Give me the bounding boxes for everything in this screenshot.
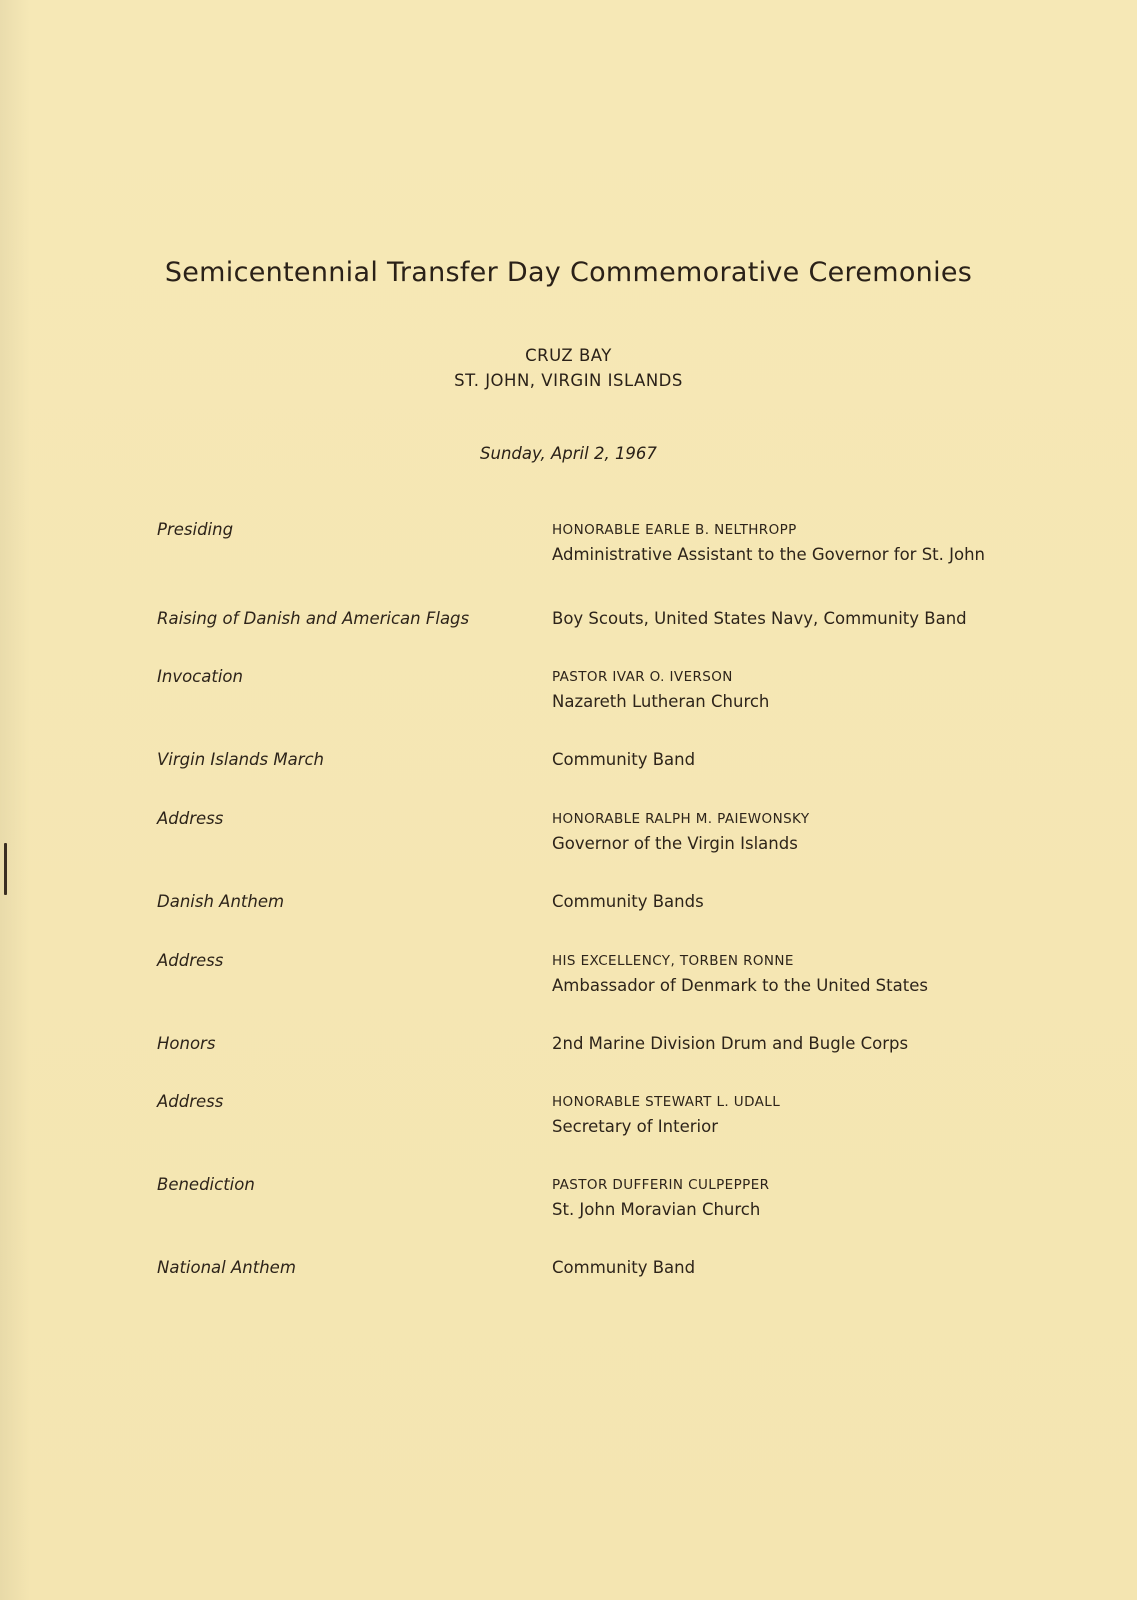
page-title: Semicentennial Transfer Day Commemorative Ceremonies xyxy=(164,257,973,288)
participant-role: Secretary of Interior xyxy=(552,1117,718,1136)
participant xyxy=(552,750,1052,769)
participant-role: Governor of the Virgin Islands xyxy=(552,834,798,853)
participant-name: PASTOR IVAR O. IVERSON xyxy=(552,669,733,685)
binding-mark xyxy=(4,843,7,895)
participant xyxy=(552,951,1052,997)
event-label: Honors xyxy=(157,1034,216,1053)
participant-group: Boy Scouts, United States Navy, Community Band xyxy=(552,609,967,628)
participant xyxy=(552,1092,1052,1138)
location-line-2: ST. JOHN, VIRGIN ISLANDS xyxy=(454,371,683,390)
participant xyxy=(552,520,1052,566)
participant-group: Community Bands xyxy=(552,892,704,911)
location xyxy=(0,343,1137,393)
event-label: National Anthem xyxy=(157,1258,296,1277)
event-label: Address xyxy=(157,951,224,970)
participant xyxy=(552,1175,1052,1221)
event-label: Presiding xyxy=(157,520,234,539)
participant xyxy=(552,1258,1052,1277)
event-label: Address xyxy=(157,809,224,828)
participant xyxy=(552,892,1052,911)
event-label: Benediction xyxy=(157,1175,255,1194)
participant-role: St. John Moravian Church xyxy=(552,1200,761,1219)
participant xyxy=(552,809,1052,855)
participant-name: HONORABLE RALPH M. PAIEWONSKY xyxy=(552,811,810,827)
participant-group: 2nd Marine Division Drum and Bugle Corps xyxy=(552,1034,909,1053)
participant-name: HONORABLE STEWART L. UDALL xyxy=(552,1094,781,1110)
event-label: Address xyxy=(157,1092,224,1111)
participant-group: Community Band xyxy=(552,1258,696,1277)
participant-role: Ambassador of Denmark to the United States xyxy=(552,976,928,995)
event-label: Danish Anthem xyxy=(157,892,285,911)
participant-group: Community Band xyxy=(552,750,696,769)
event-label: Invocation xyxy=(157,667,243,686)
participant xyxy=(552,1034,1052,1053)
participant-name: HIS EXCELLENCY, TORBEN RONNE xyxy=(552,953,794,969)
participant-role: Nazareth Lutheran Church xyxy=(552,692,770,711)
ceremony-date: Sunday, April 2, 1967 xyxy=(480,444,657,463)
location-line-1: CRUZ BAY xyxy=(525,346,612,365)
participant xyxy=(552,609,1052,628)
participant-role: Administrative Assistant to the Governor for St. John xyxy=(552,545,986,564)
event-label: Virgin Islands March xyxy=(157,750,325,769)
participant xyxy=(552,667,1052,713)
participant-name: HONORABLE EARLE B. NELTHROPP xyxy=(552,522,797,538)
participant-name: PASTOR DUFFERIN CULPEPPER xyxy=(552,1177,770,1193)
event-label: Raising of Danish and American Flags xyxy=(157,609,470,628)
